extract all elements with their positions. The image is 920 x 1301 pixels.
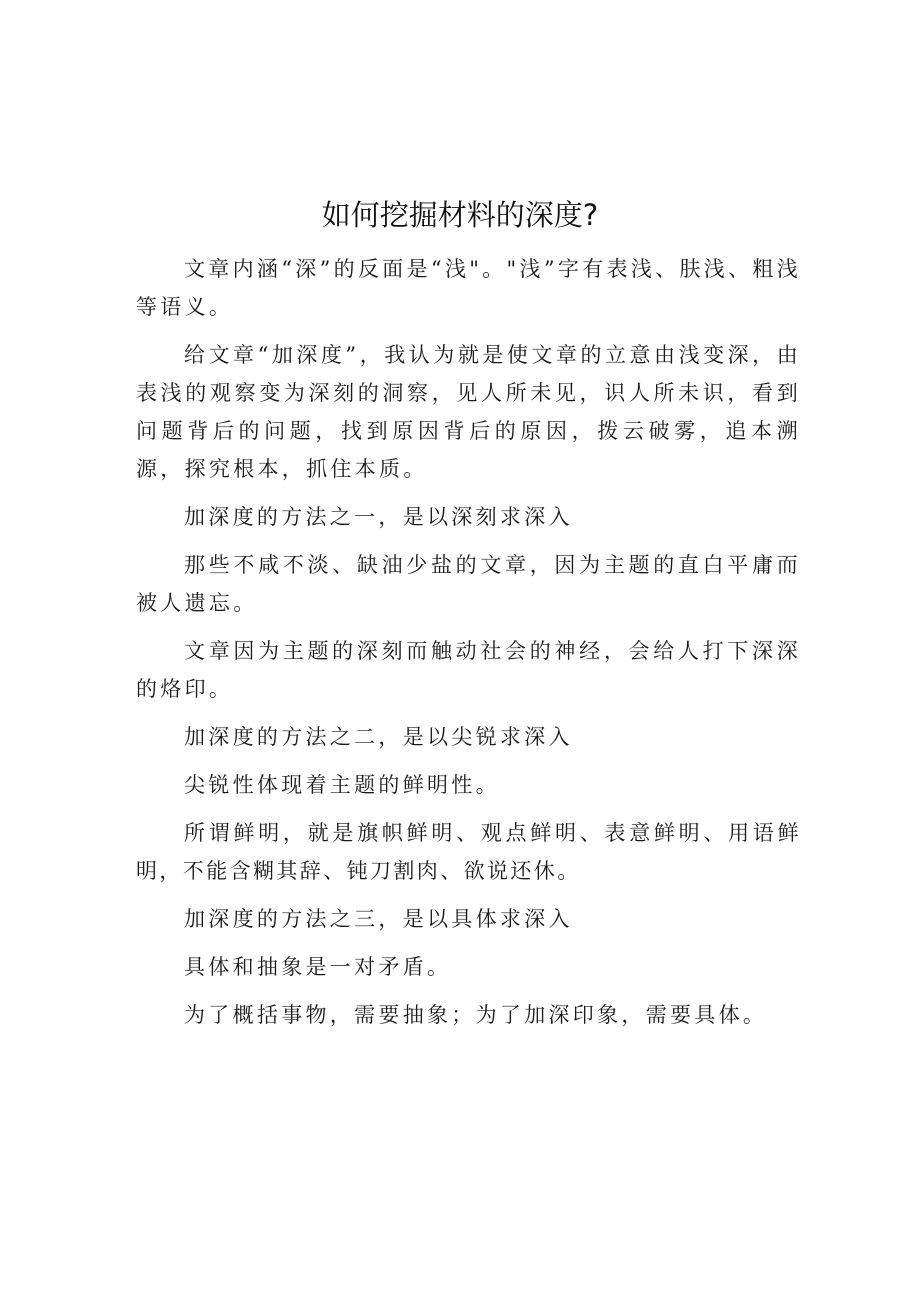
paragraph-1: 文章内涵“深”的反面是“浅"。"浅”字有表浅、肤浅、粗浅等语义。: [136, 257, 801, 319]
document-title: 如何挖掘材料的深度?: [321, 198, 599, 232]
paragraph-6: 所谓鲜明，就是旗帜鲜明、观点鲜明、表意鲜明、用语鲜明，不能含糊其辞、钝刀割肉、欲说还休。: [136, 821, 801, 883]
paragraph-4: 文章因为主题的深刻而触动社会的神经，会给人打下深深的烙印。: [136, 639, 801, 701]
section-heading-3: 加深度的方法之三，是以具体求深入: [184, 907, 573, 931]
document-body: [136, 250, 801, 1044]
paragraph-5: 尖锐性体现着主题的鲜明性。: [184, 773, 500, 797]
paragraph-2: 给文章“加深度”，我认为就是使文章的立意由浅变深，由表浅的观察变为深刻的洞察，见人所未见，识人所未识，看到问题背后的问题，找到原因背后的原因，拨云破雾，追本溯源，探究根本，抓住本质。: [136, 343, 801, 481]
paragraph-7: 具体和抽象是一对矛盾。: [184, 955, 452, 979]
section-heading-2: 加深度的方法之二，是以尖锐求深入: [184, 725, 573, 749]
paragraph-8: 为了概括事物，需要抽象；为了加深印象，需要具体。: [184, 1003, 768, 1027]
section-heading-1: 加深度的方法之一，是以深刻求深入: [184, 505, 573, 529]
paragraph-3: 那些不咸不淡、缺油少盐的文章，因为主题的直白平庸而被人遗忘。: [136, 553, 801, 615]
